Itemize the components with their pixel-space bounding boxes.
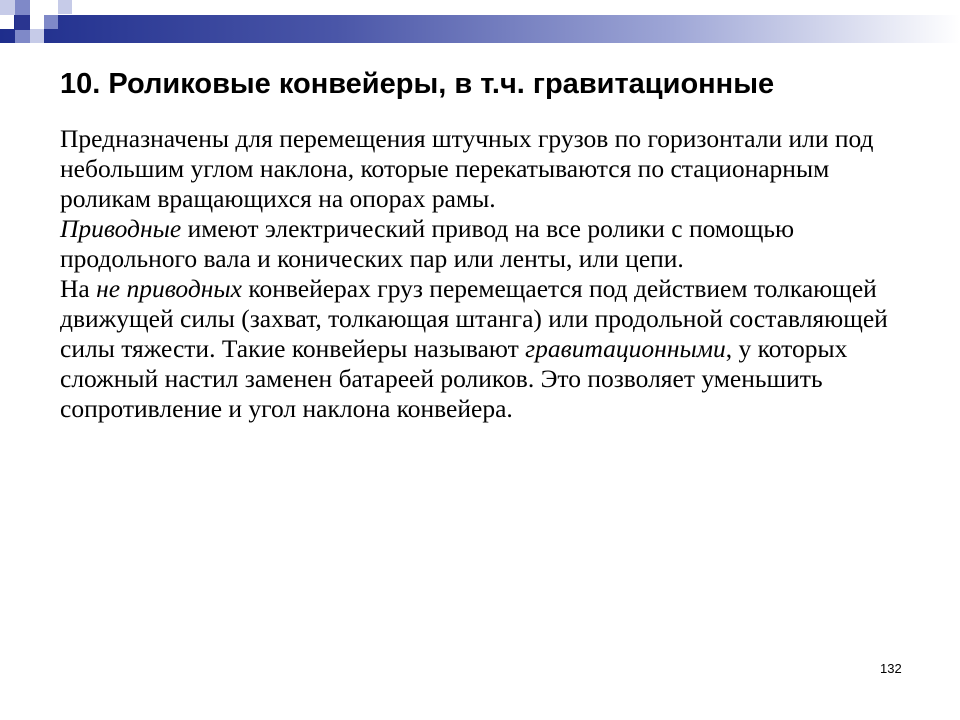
decor-square — [30, 29, 44, 43]
slide-title: 10. Роликовые конвейеры, в т.ч. гравитационные — [60, 68, 775, 100]
decor-square — [0, 0, 15, 15]
decor-square — [15, 30, 30, 43]
header-decoration-bar — [0, 0, 960, 43]
term-gravity: гравитационными — [525, 334, 726, 363]
paragraph-non-driven-lead: На — [60, 274, 97, 303]
decor-square — [58, 0, 72, 14]
decor-square — [30, 15, 44, 29]
decor-square — [0, 15, 14, 29]
paragraph-driven-text: имеют электрический привод на все ролики с помощью продольного вала и конических пар или ленты, или цепи. — [60, 214, 795, 273]
paragraph-non-driven-end: , у которых сложный настил заменен батареей роликов. Это позволяет уменьшить сопротивление и угол наклона конвейера. — [60, 334, 848, 423]
paragraph-non-driven-middle: конвейерах груз перемещается под действием толкающей движущей силы (захват, толкающая штанга) или продольной составляющей силы тяжести. Такие конвейеры называют — [60, 274, 888, 363]
paragraph-purpose: Предназначены для перемещения штучных грузов по горизонтали или под небольшим углом наклона, которые перекатываются по стационарным роликам вращающихся на опорах рамы. — [60, 124, 874, 213]
decor-square — [15, 15, 30, 30]
slide-body — [60, 124, 920, 424]
decor-square — [15, 0, 30, 15]
decor-square — [44, 15, 58, 29]
header-gradient-band — [0, 15, 960, 43]
term-non-driven: не приводных — [96, 274, 242, 303]
term-driven: Приводные — [60, 214, 182, 243]
paragraph-non-driven — [60, 274, 920, 424]
paragraph-driven — [60, 214, 920, 274]
slide-number: 132 — [880, 661, 902, 676]
